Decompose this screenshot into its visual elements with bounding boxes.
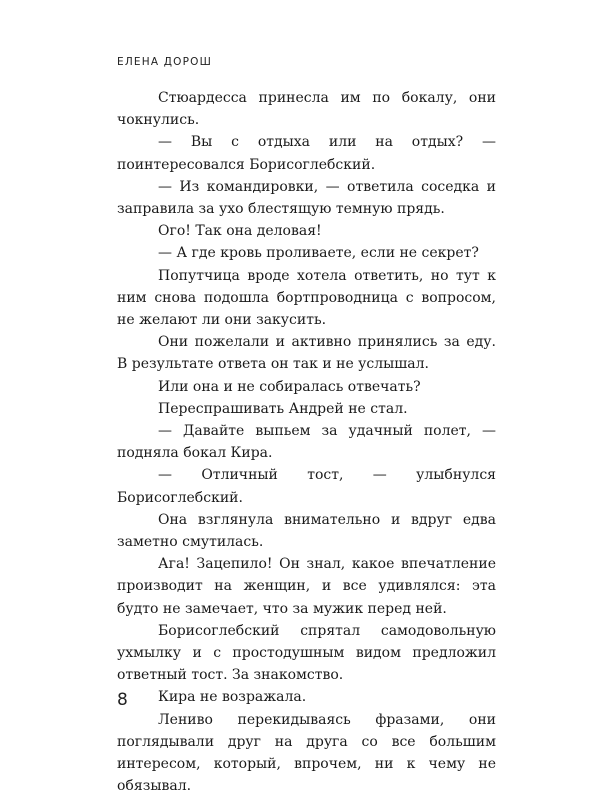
paragraph: Они пожелали и активно принялись за еду. В результате ответа он так и не услышал. [117, 334, 496, 373]
paragraph: Лениво перекидываясь фразами, они поглядывали друг на друга со все большим интересом, который, впрочем, ни к чему не обязывал. [117, 711, 496, 795]
paragraph: Или она и не собиралась отвечать? [158, 378, 421, 395]
paragraph: Ага! Зацепило! Он знал, какое впечатление производит на женщин, и все удивлялся: эта будто не замечает, что за мужик перед ней. [117, 556, 496, 617]
paragraph: — Давайте выпьем за удачный полет, — подняла бокал Кира. [117, 423, 496, 462]
page-number: 8 [117, 690, 128, 710]
running-head: ЕЛЕНА ДОРОШ [117, 56, 213, 68]
paragraph: Ого! Так она деловая! [158, 223, 322, 240]
paragraph: Кира не возражала. [158, 689, 307, 706]
paragraph: Попутчица вроде хотела ответить, но тут к ним снова подошла бортпроводница с вопросом, не желают ли они закусить. [117, 267, 496, 329]
paragraph: — Отличный тост, — улыбнулся Борисоглебский. [117, 467, 496, 506]
paragraph: — А где кровь проливаете, если не секрет? [158, 245, 479, 262]
paragraph: Стюардесса принесла им по бокалу, они чокнулись. [117, 90, 496, 129]
paragraph: Переспрашивать Андрей не стал. [158, 400, 408, 417]
paragraph: Борисоглебский спрятал самодовольную ухмылку и с простодушным видом предложил ответный тост. За знакомство. [117, 622, 496, 684]
paragraph: — Из командировки, — ответила соседка и заправила за ухо блестящую темную прядь. [117, 178, 496, 218]
paragraph: — Вы с отдыха или на отдых? — поинтересовался Борисоглебский. [117, 134, 496, 173]
body-text [117, 87, 496, 798]
paragraph: Она взглянула внимательно и вдруг едва заметно смутилась. [117, 511, 496, 551]
